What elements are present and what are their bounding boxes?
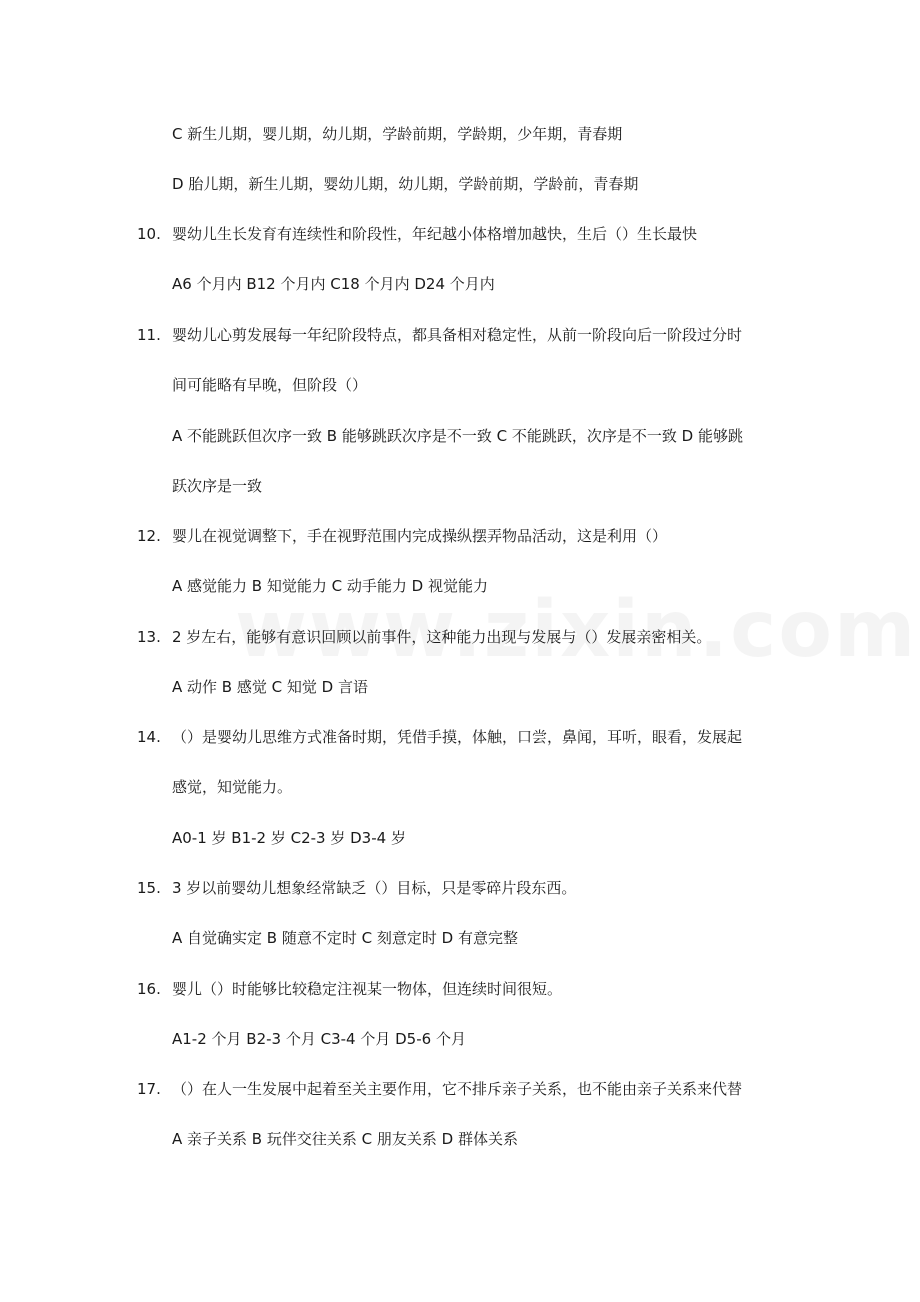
q9-option-c: C 新生儿期，婴儿期，幼儿期，学龄前期，学龄期，少年期，青春期	[172, 125, 623, 143]
q11-number: 11.	[137, 326, 161, 344]
q11-options-line1: A 不能跳跃但次序一致 B 能够跳跃次序是不一致 C 不能跳跃，次序是不一致 D 能够跳	[172, 427, 743, 445]
q14-question-line1: （）是婴幼儿思维方式准备时期，凭借手摸，体触，口尝，鼻闻，耳听，眼看，发展起	[172, 728, 743, 746]
q12-question: 婴儿在视觉调整下，手在视野范围内完成操纵摆弄物品活动，这是利用（）	[172, 527, 668, 545]
q15-options: A 自觉确实定 B 随意不定时 C 刻意定时 D 有意完整	[172, 929, 518, 947]
q16-options: A1-2 个月 B2-3 个月 C3-4 个月 D5-6 个月	[172, 1030, 466, 1048]
q14-question-line2: 感觉，知觉能力。	[172, 778, 293, 796]
q12-options: A 感觉能力 B 知觉能力 C 动手能力 D 视觉能力	[172, 577, 488, 595]
q15-question: 3 岁以前婴幼儿想象经常缺乏（）目标，只是零碎片段东西。	[172, 879, 577, 897]
q12-number: 12.	[137, 527, 161, 545]
q17-question: （）在人一生发展中起着至关主要作用，它不排斥亲子关系，也不能由亲子关系来代替	[172, 1080, 743, 1098]
q10-number: 10.	[137, 225, 161, 243]
q10-question: 婴幼儿生长发育有连续性和阶段性，年纪越小体格增加越快，生后（）生长最快	[172, 225, 698, 243]
q11-options-line2: 跃次序是一致	[172, 477, 263, 495]
q13-number: 13.	[137, 628, 161, 646]
q13-options: A 动作 B 感觉 C 知觉 D 言语	[172, 678, 368, 696]
q11-question-line1: 婴幼儿心剪发展每一年纪阶段特点，都具备相对稳定性，从前一阶段向后一阶段过分时	[172, 326, 743, 344]
q15-number: 15.	[137, 879, 161, 897]
q17-number: 17.	[137, 1080, 161, 1098]
q13-question: 2 岁左右，能够有意识回顾以前事件，这种能力出现与发展与（）发展亲密相关。	[172, 628, 712, 646]
q9-option-d: D 胎儿期，新生儿期，婴幼儿期，幼儿期，学龄前期，学龄前，青春期	[172, 175, 639, 193]
q14-options: A0-1 岁 B1-2 岁 C2-3 岁 D3-4 岁	[172, 829, 406, 847]
q16-number: 16.	[137, 980, 161, 998]
q14-number: 14.	[137, 728, 161, 746]
q16-question: 婴儿（）时能够比较稳定注视某一物体，但连续时间很短。	[172, 980, 563, 998]
q10-options: A6 个月内 B12 个月内 C18 个月内 D24 个月内	[172, 275, 495, 293]
q11-question-line2: 间可能略有早晚，但阶段（）	[172, 376, 368, 394]
q17-options: A 亲子关系 B 玩伴交往关系 C 朋友关系 D 群体关系	[172, 1130, 518, 1148]
